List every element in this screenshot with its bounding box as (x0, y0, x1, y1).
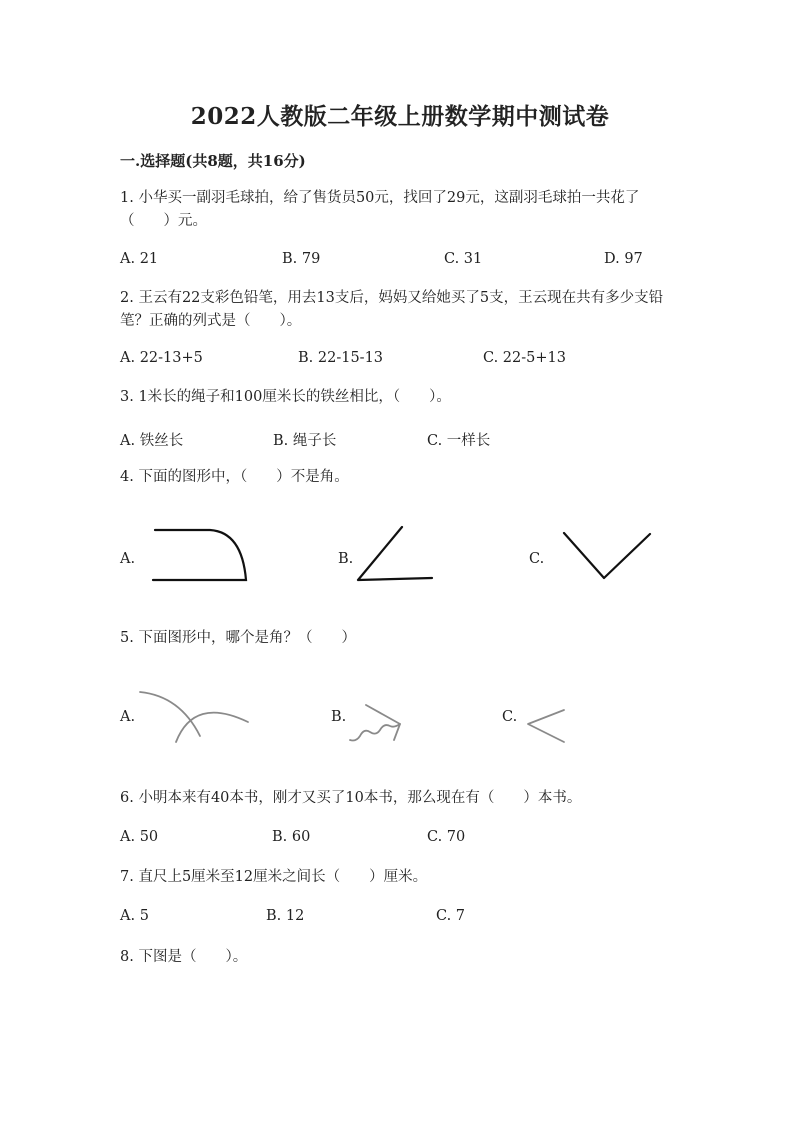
question-4-option-c: C. (529, 551, 545, 567)
question-6-option-b: B. 60 (272, 829, 311, 845)
question-2-option-a: A. 22-13+5 (120, 350, 203, 366)
question-5-text: 5. 下面图形中，哪个是角？（ ） (120, 630, 356, 646)
question-5-option-a: A. (120, 709, 136, 725)
question-2-text: 2. 王云有22支彩色铅笔，用去13支后，妈妈又给她买了5支，王云现在共有多少支铅笔？正确的列式是（ ）。 (120, 290, 664, 329)
wavy-line (350, 724, 400, 741)
question-4-text: 4. 下面的图形中，（ ）不是角。 (120, 469, 349, 485)
question-1-option-b: B. 79 (282, 251, 321, 267)
question-5-option-b: B. (331, 709, 347, 725)
question-1-option-d: D. 97 (604, 251, 643, 267)
question-1-option-a: A. 21 (120, 251, 159, 267)
question-7-option-a: A. 5 (120, 908, 149, 924)
question-6-option-c: C. 70 (427, 829, 466, 845)
question-5-figure-b (346, 702, 410, 746)
section-heading: 一.选择题(共8题，共16分) (120, 152, 306, 170)
question-2-option-b: B. 22-15-13 (298, 350, 384, 366)
question-4-figure-b (354, 524, 438, 584)
question-3-option-c: C. 一样长 (427, 433, 491, 449)
question-7-option-b: B. 12 (266, 908, 305, 924)
question-5-figure-a (136, 686, 252, 746)
question-6-text: 6. 小明本来有40本书，刚才又买了10本书，那么现在有（ ）本书。 (120, 790, 582, 806)
question-7-option-c: C. 7 (436, 908, 466, 924)
v-angle-shape (564, 533, 650, 578)
question-4-figure-c (560, 530, 656, 582)
page-title: 2022人教版二年级上册数学期中测试卷 (190, 103, 610, 130)
question-7-text: 7. 直尺上5厘米至12厘米之间长（ ）厘米。 (120, 869, 428, 885)
question-6-option-a: A. 50 (120, 829, 159, 845)
crossing-curve-1 (140, 692, 200, 736)
angle-shape (358, 527, 432, 580)
question-3-option-a: A. 铁丝长 (120, 433, 184, 449)
question-3-text: 3. 1米长的绳子和100厘米长的铁丝相比，（ ）。 (120, 389, 451, 405)
angle-line (366, 705, 400, 740)
question-8-text: 8. 下图是（ ）。 (120, 949, 248, 965)
angle-shape (528, 710, 564, 742)
question-1-option-c: C. 31 (444, 251, 483, 267)
question-4-option-a: A. (120, 551, 136, 567)
curved-shape (153, 530, 246, 580)
question-1-text: 1. 小华买一副羽毛球拍，给了售货员50元，找回了29元，这副羽毛球拍一共花了（ ）元。 (120, 190, 640, 229)
question-4-figure-a (150, 526, 250, 586)
question-5-option-c: C. (502, 709, 518, 725)
question-3-option-b: B. 绳子长 (273, 433, 337, 449)
question-5-figure-c (524, 706, 570, 746)
question-2-option-c: C. 22-5+13 (483, 350, 566, 366)
question-4-option-b: B. (338, 551, 354, 567)
